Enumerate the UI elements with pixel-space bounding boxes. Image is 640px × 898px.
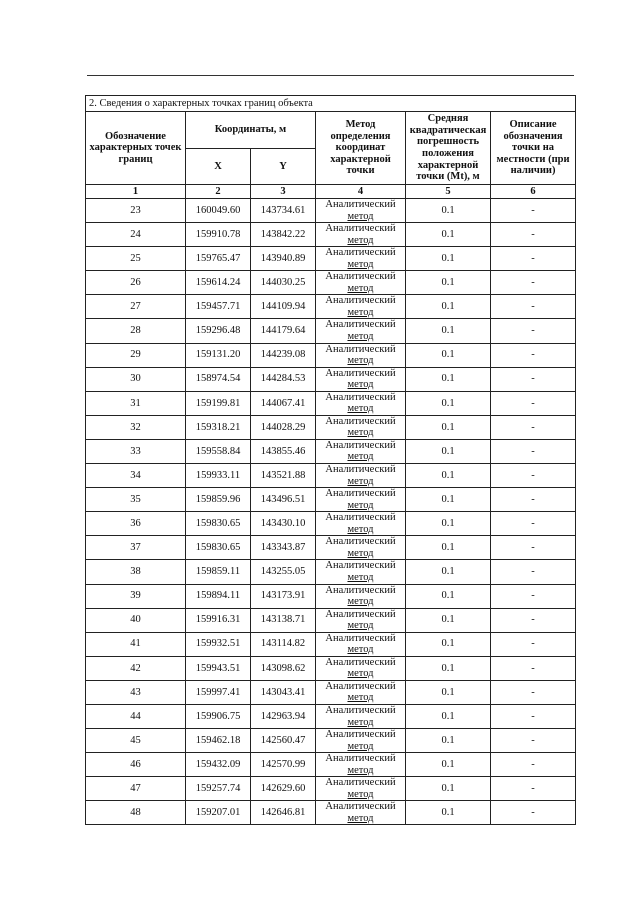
point-number: 43 bbox=[86, 680, 186, 704]
coord-x: 159932.51 bbox=[186, 632, 251, 656]
coord-x: 159257.74 bbox=[186, 777, 251, 801]
method-line-2: метод bbox=[347, 764, 374, 776]
point-number: 47 bbox=[86, 777, 186, 801]
accuracy-mt: 0.1 bbox=[406, 680, 491, 704]
accuracy-mt: 0.1 bbox=[406, 199, 491, 223]
method-cell bbox=[316, 753, 406, 777]
coord-x: 159894.11 bbox=[186, 584, 251, 608]
point-number: 45 bbox=[86, 729, 186, 753]
table-row bbox=[86, 319, 576, 343]
method-line-1: Аналитический bbox=[325, 801, 396, 813]
point-number: 39 bbox=[86, 584, 186, 608]
table-row bbox=[86, 391, 576, 415]
coord-x: 159558.84 bbox=[186, 439, 251, 463]
method-line-2: метод bbox=[347, 355, 374, 367]
table-row bbox=[86, 560, 576, 584]
column-number: 5 bbox=[406, 185, 491, 199]
accuracy-mt: 0.1 bbox=[406, 512, 491, 536]
point-description: - bbox=[491, 584, 576, 608]
method-line-1: Аналитический bbox=[325, 608, 396, 620]
point-number: 48 bbox=[86, 801, 186, 825]
method-line-1: Аналитический bbox=[325, 753, 396, 765]
method-line-2: метод bbox=[347, 499, 374, 511]
table-row bbox=[86, 801, 576, 825]
method-line-1: Аналитический bbox=[325, 656, 396, 668]
top-rule bbox=[87, 75, 574, 76]
coord-y: 143496.51 bbox=[251, 488, 316, 512]
coord-y: 142646.81 bbox=[251, 801, 316, 825]
coord-x: 159432.09 bbox=[186, 753, 251, 777]
accuracy-mt: 0.1 bbox=[406, 777, 491, 801]
header-coordinates: Координаты, м bbox=[186, 112, 316, 149]
table-row bbox=[86, 271, 576, 295]
point-number: 30 bbox=[86, 367, 186, 391]
header-y: Y bbox=[251, 149, 316, 185]
accuracy-mt: 0.1 bbox=[406, 632, 491, 656]
method-line-2: метод bbox=[347, 812, 374, 824]
method-cell bbox=[316, 439, 406, 463]
method-line-2: метод bbox=[347, 668, 374, 680]
point-number: 32 bbox=[86, 415, 186, 439]
table-row bbox=[86, 608, 576, 632]
point-description: - bbox=[491, 439, 576, 463]
coord-x: 159933.11 bbox=[186, 464, 251, 488]
table-row bbox=[86, 512, 576, 536]
point-description: - bbox=[491, 656, 576, 680]
coord-x: 159859.11 bbox=[186, 560, 251, 584]
accuracy-mt: 0.1 bbox=[406, 488, 491, 512]
point-description: - bbox=[491, 295, 576, 319]
coord-y: 144028.29 bbox=[251, 415, 316, 439]
method-line-1: Аналитический bbox=[325, 560, 396, 572]
coord-x: 158974.54 bbox=[186, 367, 251, 391]
coord-y: 143430.10 bbox=[251, 512, 316, 536]
method-line-2: метод bbox=[347, 403, 374, 415]
coord-y: 144239.08 bbox=[251, 343, 316, 367]
method-line-2: метод bbox=[347, 210, 374, 222]
column-number: 1 bbox=[86, 185, 186, 199]
point-description: - bbox=[491, 729, 576, 753]
column-numbers-row bbox=[86, 185, 576, 199]
method-line-1: Аналитический bbox=[325, 319, 396, 331]
method-line-1: Аналитический bbox=[325, 729, 396, 741]
method-cell bbox=[316, 608, 406, 632]
point-description: - bbox=[491, 777, 576, 801]
accuracy-mt: 0.1 bbox=[406, 271, 491, 295]
method-line-1: Аналитический bbox=[325, 632, 396, 644]
coord-y: 144179.64 bbox=[251, 319, 316, 343]
method-cell bbox=[316, 560, 406, 584]
method-line-1: Аналитический bbox=[325, 536, 396, 548]
coord-y: 144030.25 bbox=[251, 271, 316, 295]
point-number: 29 bbox=[86, 343, 186, 367]
header-method: Метод определения координат характерной точки bbox=[316, 112, 406, 185]
point-number: 25 bbox=[86, 247, 186, 271]
table-row bbox=[86, 223, 576, 247]
point-description: - bbox=[491, 199, 576, 223]
point-description: - bbox=[491, 704, 576, 728]
section-title: 2. Сведения о характерных точках границ объекта bbox=[86, 96, 576, 112]
point-number: 28 bbox=[86, 319, 186, 343]
coord-y: 143043.41 bbox=[251, 680, 316, 704]
method-line-1: Аналитический bbox=[325, 295, 396, 307]
method-line-2: метод bbox=[347, 427, 374, 439]
header-description: Описание обозначения точки на местности (при наличии) bbox=[491, 112, 576, 185]
method-cell bbox=[316, 343, 406, 367]
method-cell bbox=[316, 729, 406, 753]
point-description: - bbox=[491, 223, 576, 247]
table-row bbox=[86, 295, 576, 319]
point-description: - bbox=[491, 464, 576, 488]
table-row bbox=[86, 680, 576, 704]
point-description: - bbox=[491, 753, 576, 777]
table-row bbox=[86, 632, 576, 656]
method-line-1: Аналитический bbox=[325, 488, 396, 500]
accuracy-mt: 0.1 bbox=[406, 656, 491, 680]
table-row bbox=[86, 343, 576, 367]
method-line-2: метод bbox=[347, 644, 374, 656]
accuracy-mt: 0.1 bbox=[406, 729, 491, 753]
method-line-1: Аналитический bbox=[325, 680, 396, 692]
point-description: - bbox=[491, 488, 576, 512]
coord-y: 144284.53 bbox=[251, 367, 316, 391]
method-line-2: метод bbox=[347, 523, 374, 535]
coord-x: 159765.47 bbox=[186, 247, 251, 271]
table-row bbox=[86, 464, 576, 488]
point-number: 27 bbox=[86, 295, 186, 319]
coord-y: 144109.94 bbox=[251, 295, 316, 319]
point-description: - bbox=[491, 801, 576, 825]
method-cell bbox=[316, 680, 406, 704]
point-number: 36 bbox=[86, 512, 186, 536]
point-description: - bbox=[491, 391, 576, 415]
point-description: - bbox=[491, 343, 576, 367]
column-number: 2 bbox=[186, 185, 251, 199]
table-row bbox=[86, 415, 576, 439]
method-line-2: метод bbox=[347, 331, 374, 343]
column-number: 6 bbox=[491, 185, 576, 199]
coord-x: 159457.71 bbox=[186, 295, 251, 319]
table-row bbox=[86, 536, 576, 560]
method-cell bbox=[316, 632, 406, 656]
column-number: 3 bbox=[251, 185, 316, 199]
method-line-1: Аналитический bbox=[325, 777, 396, 789]
point-number: 42 bbox=[86, 656, 186, 680]
coord-x: 159830.65 bbox=[186, 536, 251, 560]
accuracy-mt: 0.1 bbox=[406, 391, 491, 415]
table-row bbox=[86, 199, 576, 223]
coord-y: 143521.88 bbox=[251, 464, 316, 488]
point-description: - bbox=[491, 512, 576, 536]
method-cell bbox=[316, 415, 406, 439]
method-cell bbox=[316, 223, 406, 247]
coord-y: 143255.05 bbox=[251, 560, 316, 584]
method-line-1: Аналитический bbox=[325, 415, 396, 427]
header-x: X bbox=[186, 149, 251, 185]
point-number: 41 bbox=[86, 632, 186, 656]
method-line-1: Аналитический bbox=[325, 464, 396, 476]
method-line-1: Аналитический bbox=[325, 199, 396, 210]
point-description: - bbox=[491, 536, 576, 560]
method-line-1: Аналитический bbox=[325, 391, 396, 403]
method-cell bbox=[316, 367, 406, 391]
table-row bbox=[86, 753, 576, 777]
coord-y: 143940.89 bbox=[251, 247, 316, 271]
point-number: 33 bbox=[86, 439, 186, 463]
point-description: - bbox=[491, 367, 576, 391]
point-description: - bbox=[491, 560, 576, 584]
method-cell bbox=[316, 801, 406, 825]
coord-y: 142963.94 bbox=[251, 704, 316, 728]
coord-y: 142629.60 bbox=[251, 777, 316, 801]
accuracy-mt: 0.1 bbox=[406, 439, 491, 463]
coord-x: 159916.31 bbox=[186, 608, 251, 632]
point-number: 23 bbox=[86, 199, 186, 223]
method-cell bbox=[316, 488, 406, 512]
method-line-2: метод bbox=[347, 788, 374, 800]
point-number: 46 bbox=[86, 753, 186, 777]
accuracy-mt: 0.1 bbox=[406, 584, 491, 608]
coord-y: 143173.91 bbox=[251, 584, 316, 608]
coord-x: 159943.51 bbox=[186, 656, 251, 680]
table-row bbox=[86, 656, 576, 680]
header-point-designation: Обозначение характерных точек границ bbox=[86, 112, 186, 185]
coord-x: 159462.18 bbox=[186, 729, 251, 753]
header-row-1 bbox=[86, 112, 576, 149]
method-cell bbox=[316, 319, 406, 343]
point-number: 34 bbox=[86, 464, 186, 488]
method-cell bbox=[316, 584, 406, 608]
column-number: 4 bbox=[316, 185, 406, 199]
method-cell bbox=[316, 247, 406, 271]
point-description: - bbox=[491, 608, 576, 632]
point-description: - bbox=[491, 632, 576, 656]
method-line-2: метод bbox=[347, 596, 374, 608]
point-description: - bbox=[491, 271, 576, 295]
accuracy-mt: 0.1 bbox=[406, 464, 491, 488]
coord-x: 159910.78 bbox=[186, 223, 251, 247]
method-line-1: Аналитический bbox=[325, 704, 396, 716]
point-number: 24 bbox=[86, 223, 186, 247]
method-line-2: метод bbox=[347, 620, 374, 632]
point-description: - bbox=[491, 680, 576, 704]
coord-y: 142560.47 bbox=[251, 729, 316, 753]
coord-y: 142570.99 bbox=[251, 753, 316, 777]
accuracy-mt: 0.1 bbox=[406, 223, 491, 247]
section-title-row bbox=[86, 96, 576, 112]
coord-x: 159296.48 bbox=[186, 319, 251, 343]
coord-x: 159830.65 bbox=[186, 512, 251, 536]
method-line-2: метод bbox=[347, 571, 374, 583]
method-line-2: метод bbox=[347, 379, 374, 391]
accuracy-mt: 0.1 bbox=[406, 536, 491, 560]
accuracy-mt: 0.1 bbox=[406, 295, 491, 319]
method-line-2: метод bbox=[347, 716, 374, 728]
method-line-1: Аналитический bbox=[325, 247, 396, 259]
accuracy-mt: 0.1 bbox=[406, 753, 491, 777]
method-cell bbox=[316, 704, 406, 728]
coord-y: 143098.62 bbox=[251, 656, 316, 680]
method-line-2: метод bbox=[347, 234, 374, 246]
method-cell bbox=[316, 464, 406, 488]
method-line-1: Аналитический bbox=[325, 512, 396, 524]
accuracy-mt: 0.1 bbox=[406, 415, 491, 439]
table-row bbox=[86, 777, 576, 801]
coord-x: 159131.20 bbox=[186, 343, 251, 367]
method-line-2: метод bbox=[347, 451, 374, 463]
method-line-1: Аналитический bbox=[325, 343, 396, 355]
accuracy-mt: 0.1 bbox=[406, 319, 491, 343]
table-row bbox=[86, 704, 576, 728]
point-description: - bbox=[491, 247, 576, 271]
coord-y: 143842.22 bbox=[251, 223, 316, 247]
point-number: 37 bbox=[86, 536, 186, 560]
accuracy-mt: 0.1 bbox=[406, 608, 491, 632]
method-cell bbox=[316, 512, 406, 536]
coord-x: 159859.96 bbox=[186, 488, 251, 512]
method-cell bbox=[316, 199, 406, 223]
header-accuracy: Средняя квадратическая погрешность положения характерной точки (Mt), м bbox=[406, 112, 491, 185]
coord-y: 143734.61 bbox=[251, 199, 316, 223]
accuracy-mt: 0.1 bbox=[406, 560, 491, 584]
coord-x: 159614.24 bbox=[186, 271, 251, 295]
method-cell bbox=[316, 391, 406, 415]
point-description: - bbox=[491, 319, 576, 343]
table-row bbox=[86, 729, 576, 753]
point-number: 35 bbox=[86, 488, 186, 512]
table-row bbox=[86, 439, 576, 463]
method-line-2: метод bbox=[347, 692, 374, 704]
method-line-1: Аналитический bbox=[325, 271, 396, 283]
method-cell bbox=[316, 536, 406, 560]
coord-x: 159997.41 bbox=[186, 680, 251, 704]
method-line-1: Аналитический bbox=[325, 439, 396, 451]
table-row bbox=[86, 584, 576, 608]
method-line-1: Аналитический bbox=[325, 367, 396, 379]
coord-y: 143855.46 bbox=[251, 439, 316, 463]
point-number: 40 bbox=[86, 608, 186, 632]
coord-y: 144067.41 bbox=[251, 391, 316, 415]
coord-x: 159199.81 bbox=[186, 391, 251, 415]
method-line-2: метод bbox=[347, 475, 374, 487]
method-line-2: метод bbox=[347, 547, 374, 559]
accuracy-mt: 0.1 bbox=[406, 343, 491, 367]
coord-y: 143343.87 bbox=[251, 536, 316, 560]
table-row bbox=[86, 367, 576, 391]
method-line-1: Аналитический bbox=[325, 223, 396, 235]
coord-y: 143138.71 bbox=[251, 608, 316, 632]
point-number: 38 bbox=[86, 560, 186, 584]
method-cell bbox=[316, 656, 406, 680]
method-line-2: метод bbox=[347, 282, 374, 294]
method-line-2: метод bbox=[347, 306, 374, 318]
coord-y: 143114.82 bbox=[251, 632, 316, 656]
point-number: 44 bbox=[86, 704, 186, 728]
boundary-points-table bbox=[85, 95, 576, 825]
method-cell bbox=[316, 777, 406, 801]
method-line-1: Аналитический bbox=[325, 584, 396, 596]
accuracy-mt: 0.1 bbox=[406, 704, 491, 728]
method-line-2: метод bbox=[347, 258, 374, 270]
coord-x: 159906.75 bbox=[186, 704, 251, 728]
coord-x: 159207.01 bbox=[186, 801, 251, 825]
coord-x: 159318.21 bbox=[186, 415, 251, 439]
point-number: 31 bbox=[86, 391, 186, 415]
accuracy-mt: 0.1 bbox=[406, 801, 491, 825]
method-cell bbox=[316, 295, 406, 319]
accuracy-mt: 0.1 bbox=[406, 247, 491, 271]
accuracy-mt: 0.1 bbox=[406, 367, 491, 391]
table-row bbox=[86, 488, 576, 512]
coord-x: 160049.60 bbox=[186, 199, 251, 223]
table-row bbox=[86, 247, 576, 271]
point-description: - bbox=[491, 415, 576, 439]
method-line-2: метод bbox=[347, 740, 374, 752]
method-cell bbox=[316, 271, 406, 295]
point-number: 26 bbox=[86, 271, 186, 295]
